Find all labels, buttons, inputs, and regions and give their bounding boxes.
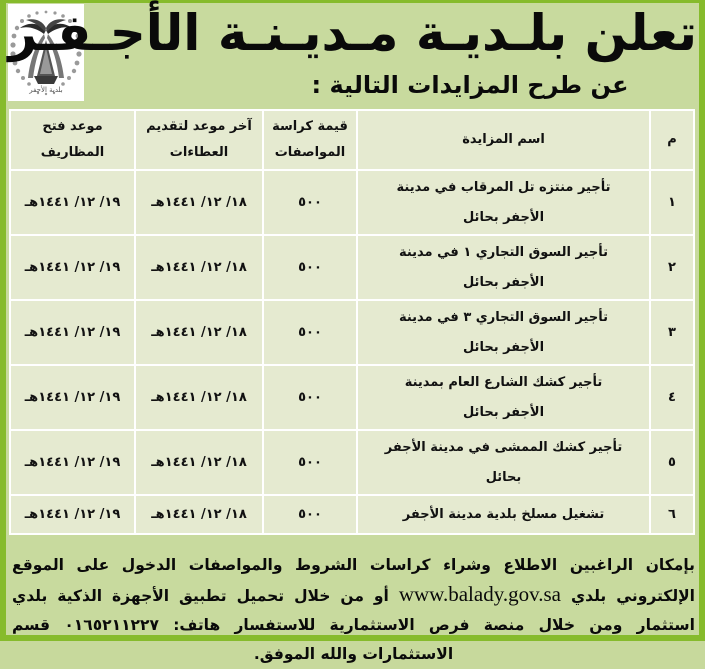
header-spec-price: قيمة كراسة المواصفات [263,110,357,170]
row-index: ٤ [650,365,694,430]
header-index: م [650,110,694,170]
table-row [10,300,694,365]
row-envelope-opening: ١٩/ ١٢/ ١٤٤١هـ [10,300,135,365]
table-row [10,365,694,430]
row-bid-deadline: ١٨/ ١٢/ ١٤٤١هـ [135,365,263,430]
row-bid-deadline: ١٨/ ١٢/ ١٤٤١هـ [135,170,263,235]
footer-text-closing: قسم الاستثمارات والله الموفق. [12,616,454,663]
table-row [10,170,694,235]
footer-notice [12,551,695,669]
row-spec-price: ٥٠٠ [263,170,357,235]
row-spec-price: ٥٠٠ [263,365,357,430]
table-row [10,495,694,534]
row-spec-price: ٥٠٠ [263,495,357,534]
row-spec-price: ٥٠٠ [263,430,357,495]
footer-text-intro: بإمكان الراغبين الاطلاع وشراء كراسات الشروط والمواصفات الدخول على الموقع الإلكتروني بلدي [12,556,695,605]
row-spec-price: ٥٠٠ [263,300,357,365]
row-index: ١ [650,170,694,235]
table-row [10,430,694,495]
header-auction-name: اسم المزايدة [357,110,650,170]
footer-text-app: أو من خلال تحميل تطبيق الأجهزة الذكية بلدي استثمار ومن خلال منصة فرص الاستثمارية للاستفسار هاتف: [12,587,695,634]
row-auction-name: تأجير السوق التجاري ٣ في مدينة الأجفر بحائل [357,300,650,365]
row-bid-deadline: ١٨/ ١٢/ ١٤٤١هـ [135,235,263,300]
balady-website-link[interactable]: www.balady.gov.sa [398,582,561,606]
row-bid-deadline: ١٨/ ١٢/ ١٤٤١هـ [135,495,263,534]
row-auction-name: تأجير منتزه تل المرقاب في مدينة الأجفر بحائل [357,170,650,235]
row-bid-deadline: ١٨/ ١٢/ ١٤٤١هـ [135,430,263,495]
row-index: ٣ [650,300,694,365]
auctions-table [9,109,695,535]
row-auction-name: تأجير كشك الممشى في مدينة الأجفر بحائل [357,430,650,495]
page-title: تعلن بلـديـة مـديـنـة الأجـفـر [8,4,697,62]
row-auction-name: تأجير السوق التجاري ١ في مدينة الأجفر بحائل [357,235,650,300]
table-header-row [10,110,694,170]
row-index: ٦ [650,495,694,534]
row-envelope-opening: ١٩/ ١٢/ ١٤٤١هـ [10,430,135,495]
row-auction-name: تشغيل مسلخ بلدية مدينة الأجفر [357,495,650,534]
row-envelope-opening: ١٩/ ١٢/ ١٤٤١هـ [10,170,135,235]
table-row [10,235,694,300]
row-envelope-opening: ١٩/ ١٢/ ١٤٤١هـ [10,495,135,534]
inquiry-phone-number: ٠١٦٥٢١١٢٢٧ [64,616,159,634]
header-bid-deadline: آخر موعد لتقديم العطاءات [135,110,263,170]
row-index: ٥ [650,430,694,495]
page-subtitle: عن طرح المزايدات التالية : [311,71,629,99]
row-spec-price: ٥٠٠ [263,235,357,300]
row-index: ٢ [650,235,694,300]
row-bid-deadline: ١٨/ ١٢/ ١٤٤١هـ [135,300,263,365]
svg-text:بلدية الأجفر: بلدية الأجفر [29,86,63,94]
header-envelope-opening: موعد فتح المظاريف [10,110,135,170]
row-envelope-opening: ١٩/ ١٢/ ١٤٤١هـ [10,235,135,300]
row-auction-name: تأجير كشك الشارع العام بمدينة الأجفر بحائل [357,365,650,430]
row-envelope-opening: ١٩/ ١٢/ ١٤٤١هـ [10,365,135,430]
